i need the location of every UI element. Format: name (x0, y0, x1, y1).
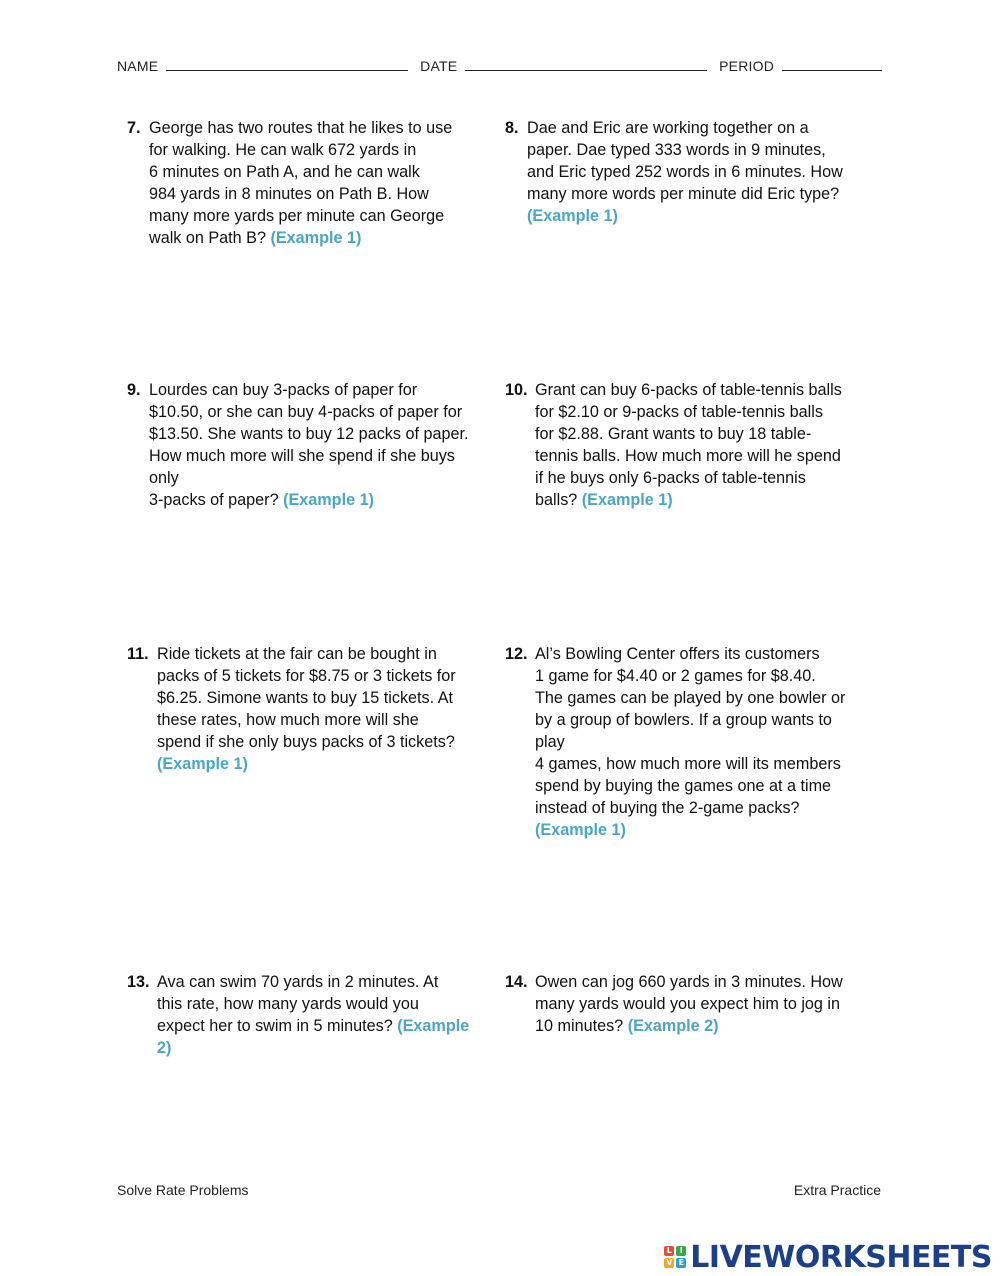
question-line: for $2.88. Grant wants to buy 18 table- (535, 425, 812, 443)
question-line: $10.50, or she can buy 4-packs of paper for (149, 403, 463, 421)
question-number: 9. (127, 381, 141, 399)
logo-icon (664, 1246, 686, 1268)
question-11 (127, 643, 477, 775)
question-line: many yards would you expect him to jog in (535, 995, 841, 1013)
question-number: 10. (505, 381, 528, 399)
footer-left: Solve Rate Problems (117, 1182, 249, 1198)
question-line: Ride tickets at the fair can be bought in (157, 645, 437, 663)
date-field[interactable] (465, 58, 707, 71)
question-text (157, 971, 477, 1059)
question-line: spend if she only buys packs of 3 tickets? (157, 733, 455, 751)
logo-text: LIVEWORKSHEETS (690, 1239, 992, 1275)
question-line: Lourdes can buy 3-packs of paper for (149, 381, 418, 399)
example-reference: (Example 1) (283, 491, 374, 509)
logo-tile: V (666, 1258, 673, 1267)
question-line: $6.25. Simone wants to buy 15 tickets. At (157, 689, 454, 707)
question-line: spend by buying the games one at a time (535, 777, 832, 795)
question-line: $13.50. She wants to buy 12 packs of paper. (149, 425, 469, 443)
liveworksheets-logo (664, 1240, 992, 1274)
question-line: 984 yards in 8 minutes on Path B. How (149, 185, 429, 203)
question-number: 12. (505, 645, 528, 663)
question-text (535, 643, 855, 841)
question-line: and Eric typed 252 words in 6 minutes. How (527, 163, 843, 181)
question-number: 14. (505, 973, 528, 991)
question-line: this rate, how many yards would you (157, 995, 419, 1013)
question-line: tennis balls. How much more will he spend (535, 447, 841, 465)
date-label: DATE (420, 58, 458, 74)
question-line: many more yards per minute can George (149, 207, 445, 225)
logo-tile: E (676, 1258, 686, 1268)
question-line: for $2.10 or 9-packs of table-tennis balls (535, 403, 823, 421)
question-line: Dae and Eric are working together on a (527, 119, 809, 137)
question-number: 7. (127, 119, 141, 137)
question-line: 1 game for $4.40 or 2 games for $8.40. (535, 667, 816, 685)
question-line: expect her to swim in 5 minutes? (157, 1017, 393, 1035)
question-line: How much more will she spend if she buys (149, 447, 455, 465)
header (117, 58, 890, 74)
question-number: 13. (127, 973, 150, 991)
question-number: 8. (505, 119, 519, 137)
question-line: Grant can buy 6-packs of table-tennis balls (535, 381, 842, 399)
question-line: only (149, 469, 179, 487)
name-label: NAME (117, 58, 159, 74)
example-reference: (Example 2) (627, 1017, 719, 1035)
example-reference: (Example 1) (157, 755, 248, 773)
question-line: Owen can jog 660 yards in 3 minutes. How (535, 973, 843, 991)
question-line: 3-packs of paper? (149, 491, 279, 509)
question-line: George has two routes that he likes to use (149, 119, 453, 137)
footer-right: Extra Practice (793, 1182, 881, 1198)
question-line: 4 games, how much more will its members (535, 755, 841, 773)
question-text (535, 379, 855, 511)
example-reference: (Example 1) (535, 821, 626, 839)
example-reference: (Example 1) (581, 491, 673, 509)
logo-tile: L (664, 1246, 674, 1256)
question-number: 11. (127, 645, 149, 663)
question-line: for walking. He can walk 672 yards in (149, 141, 417, 159)
question-8 (505, 117, 855, 227)
question-12 (505, 643, 855, 841)
question-13 (127, 971, 477, 1059)
question-10 (505, 379, 855, 511)
example-reference: (Example 1) (270, 229, 362, 247)
period-field[interactable] (782, 58, 882, 71)
question-line: The games can be played by one bowler or (535, 689, 846, 707)
question-text (535, 971, 855, 1037)
question-line: Ava can swim 70 yards in 2 minutes. At (157, 973, 439, 991)
question-line: paper. Dae typed 333 words in 9 minutes, (527, 141, 826, 159)
question-text (157, 643, 477, 775)
question-line: Al’s Bowling Center offers its customers (535, 645, 820, 663)
question-text (527, 117, 855, 227)
question-7 (127, 117, 477, 249)
question-line: 6 minutes on Path A, and he can walk (149, 163, 420, 181)
question-line: balls? (535, 491, 578, 509)
question-text (149, 117, 477, 249)
question-line: these rates, how much more will she (157, 711, 419, 729)
question-9 (127, 379, 477, 511)
question-line: 10 minutes? (535, 1017, 624, 1035)
logo-tile: I (676, 1246, 686, 1256)
question-line: by a group of bowlers. If a group wants to (535, 711, 832, 729)
example-reference: (Example 2) (157, 1017, 470, 1057)
question-line: walk on Path B? (149, 229, 266, 247)
question-line: if he buys only 6-packs of table-tennis (535, 469, 806, 487)
question-line: packs of 5 tickets for $8.75 or 3 tickets for (157, 667, 456, 685)
question-line: play (535, 733, 565, 751)
question-line: instead of buying the 2-game packs? (535, 799, 800, 817)
period-label: PERIOD (719, 58, 775, 74)
question-text (149, 379, 477, 511)
example-reference: (Example 1) (527, 207, 618, 225)
question-line: many more words per minute did Eric type? (527, 185, 840, 203)
name-field[interactable] (166, 58, 408, 71)
question-14 (505, 971, 855, 1037)
